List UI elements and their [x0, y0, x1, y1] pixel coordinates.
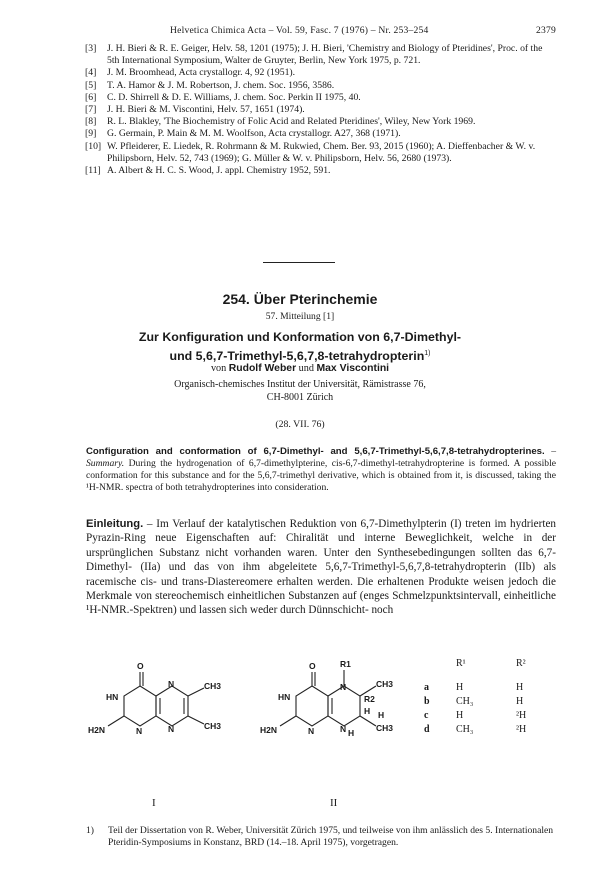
article-subtitle: 57. Mitteilung [1] — [265, 311, 335, 322]
page-number: 2379 — [536, 25, 556, 36]
author-name: Max Viscontini — [316, 363, 390, 374]
authors: von Rudolf Weber und Max Viscontini — [210, 363, 390, 374]
atom-label: CH3 — [204, 721, 222, 731]
atom-label: HN — [106, 692, 119, 702]
article-title: 254. Über Pterinchemie — [222, 291, 378, 307]
author-name: Rudolf Weber — [228, 363, 297, 374]
affiliation: Organisch-chemisches Institut der Universität, Rämistrasse 76, CH-8001 Zürich — [174, 379, 426, 403]
reference-list — [85, 43, 555, 177]
atom-label: N — [168, 724, 175, 734]
reference-item: [6] C. D. Shirrell & D. E. Williams, J. chem. Soc. Perkin II 1975, 40. — [85, 91, 361, 103]
reference-item: [11] A. Albert & H. C. S. Wood, J. appl. Chemistry 1952, 591. — [85, 165, 331, 177]
atom-label: H2N — [88, 725, 106, 735]
atom-label: N — [340, 724, 347, 734]
reference-item: [5] T. A. Hamor & J. M. Robertson, J. chem. Soc. 1956, 3586. — [85, 79, 335, 91]
atom-label: N — [340, 682, 347, 692]
substituent-table — [420, 658, 560, 738]
table-row: d CH₃ ²H — [424, 724, 527, 735]
section-divider — [263, 262, 335, 263]
atom-label: H — [348, 728, 355, 738]
atom-label: H — [364, 706, 371, 716]
reference-item: [3] J. H. Bieri & R. E. Geiger, Helv. 58, 1201 (1975); J. H. Bieri, 'Chemistry and Biology of Pteridines', Proc. of the 5th International Symposium, Walter de Gruyter, Berlin, New York 1975, p. 721. — [85, 43, 543, 67]
running-header — [170, 25, 556, 36]
atom-label: R2 — [364, 694, 375, 704]
atom-label: H2N — [260, 725, 278, 735]
atom-label: N — [308, 726, 315, 736]
table-row: a H H — [424, 682, 524, 693]
running-title: Helvetica Chimica Acta – Vol. 59, Fasc. 7 (1976) – Nr. 253–254 — [170, 25, 429, 36]
table-row: b CH₃ H — [424, 696, 524, 707]
table-row: c H ²H — [424, 710, 527, 721]
reference-item: [8] R. L. Blakley, 'The Biochemistry of Folic Acid and Related Pteridines', Wiley, New York 1969. — [85, 116, 476, 128]
table-header-row: R¹ R² — [456, 658, 526, 669]
atom-label: O — [309, 661, 316, 671]
received-date: (28. VII. 76) — [275, 419, 325, 430]
structure-II-bonds — [280, 670, 376, 726]
abstract: Configuration and conformation of 6,7-Dimethyl- and 5,6,7-Trimethyl-5,6,7,8-tetrahydropterines. – Summary. During the hydrogenation of 6,7-dimethylpterine, cis-6,7-dimethyl-tetrahydropterine is formed. A possible conformation for this substance and for the 5,6,7-trimethyl derivative, which is obtained from it, is discussed, taking the ¹H-NMR. spectra of both tetrahydropterines into consideration. — [86, 446, 556, 493]
structure-label-I: I — [152, 797, 156, 809]
atom-label: CH3 — [204, 681, 222, 691]
body-text: Einleitung. – Im Verlauf der katalytischen Reduktion von 6,7-Dimethylpterin (I) treten im hydrierten Pyrazin-Ring neue Eigenschaften auf: Chiralität und interne Beweglichkeit, welche in der ursprünglichen Substanz nicht vorhanden waren. Unter den Synthesebedingungen sollten das 6,7-Dimethyl- (IIa) und das von ihm abgeleitete 5,6,7-Trimethyl-5,6,7,8-tetrahydropterin (IIb) als racemische cis- und trans-Diastereomere erhalten werden. Die erhaltenen Produkte weisen jedoch die Merkmale von stereochemisch einheitlichen Substanzen auf (enges Schmelzpunktsintervall, einheitliche ¹H-NMR.-Spektren) und lassen sich weder durch Dünnschicht- noch — [86, 518, 556, 617]
atom-label: H — [378, 710, 385, 720]
atom-label: CH3 — [376, 723, 394, 733]
article-heading: Zur Konfiguration und Konformation von 6,7-Dimethyl- und 5,6,7-Trimethyl-5,6,7,8-tetrahydropterin$^{1)}$ — [138, 330, 462, 363]
atom-label: N — [168, 679, 175, 689]
reference-item: [10] W. Pfleiderer, E. Liedek, R. Rohrmann & M. Rukwied, Chem. Ber. 93, 2015 (1960); A. Dieffenbacher & W. v. Philipsborn, Helv. 52, 743 (1969); G. Müller & W. v. Philipsborn, Helv. 56, 2680 (1973). — [85, 140, 536, 164]
section-lead: Einleitung. — [86, 518, 144, 530]
abstract-title: Configuration and conformation of 6,7-Dimethyl- and 5,6,7-Trimethyl-5,6,7,8-tetrahydropterines. — [86, 446, 545, 457]
atom-label: N — [136, 726, 143, 736]
structure-I-bonds — [108, 672, 204, 726]
footnote-text: Teil der Dissertation von R. Weber, Universität Zürich 1975, und teilweise von ihm anlässlich des 5. Internationalen Pteridin-Symposiums in Konstanz, BRD (14.–18. April 1975), vorgetragen. — [108, 825, 554, 849]
atom-label: R1 — [340, 659, 351, 669]
atom-label: HN — [278, 692, 291, 702]
summary-label: Summary. — [86, 458, 125, 469]
reference-item: [7] J. H. Bieri & M. Viscontini, Helv. 57, 1651 (1974). — [85, 104, 305, 116]
footnote-mark: 1) — [86, 825, 94, 836]
footnote — [86, 825, 556, 849]
atom-label: CH3 — [376, 679, 394, 689]
structure-label-II: II — [330, 797, 338, 809]
reference-item: [9] G. Germain, P. Main & M. M. Woolfson, Acta crystallogr. A27, 368 (1971). — [85, 128, 401, 140]
reference-item: [4] J. M. Broomhead, Acta crystallogr. 4, 92 (1951). — [85, 67, 296, 79]
atom-label: O — [137, 661, 144, 671]
